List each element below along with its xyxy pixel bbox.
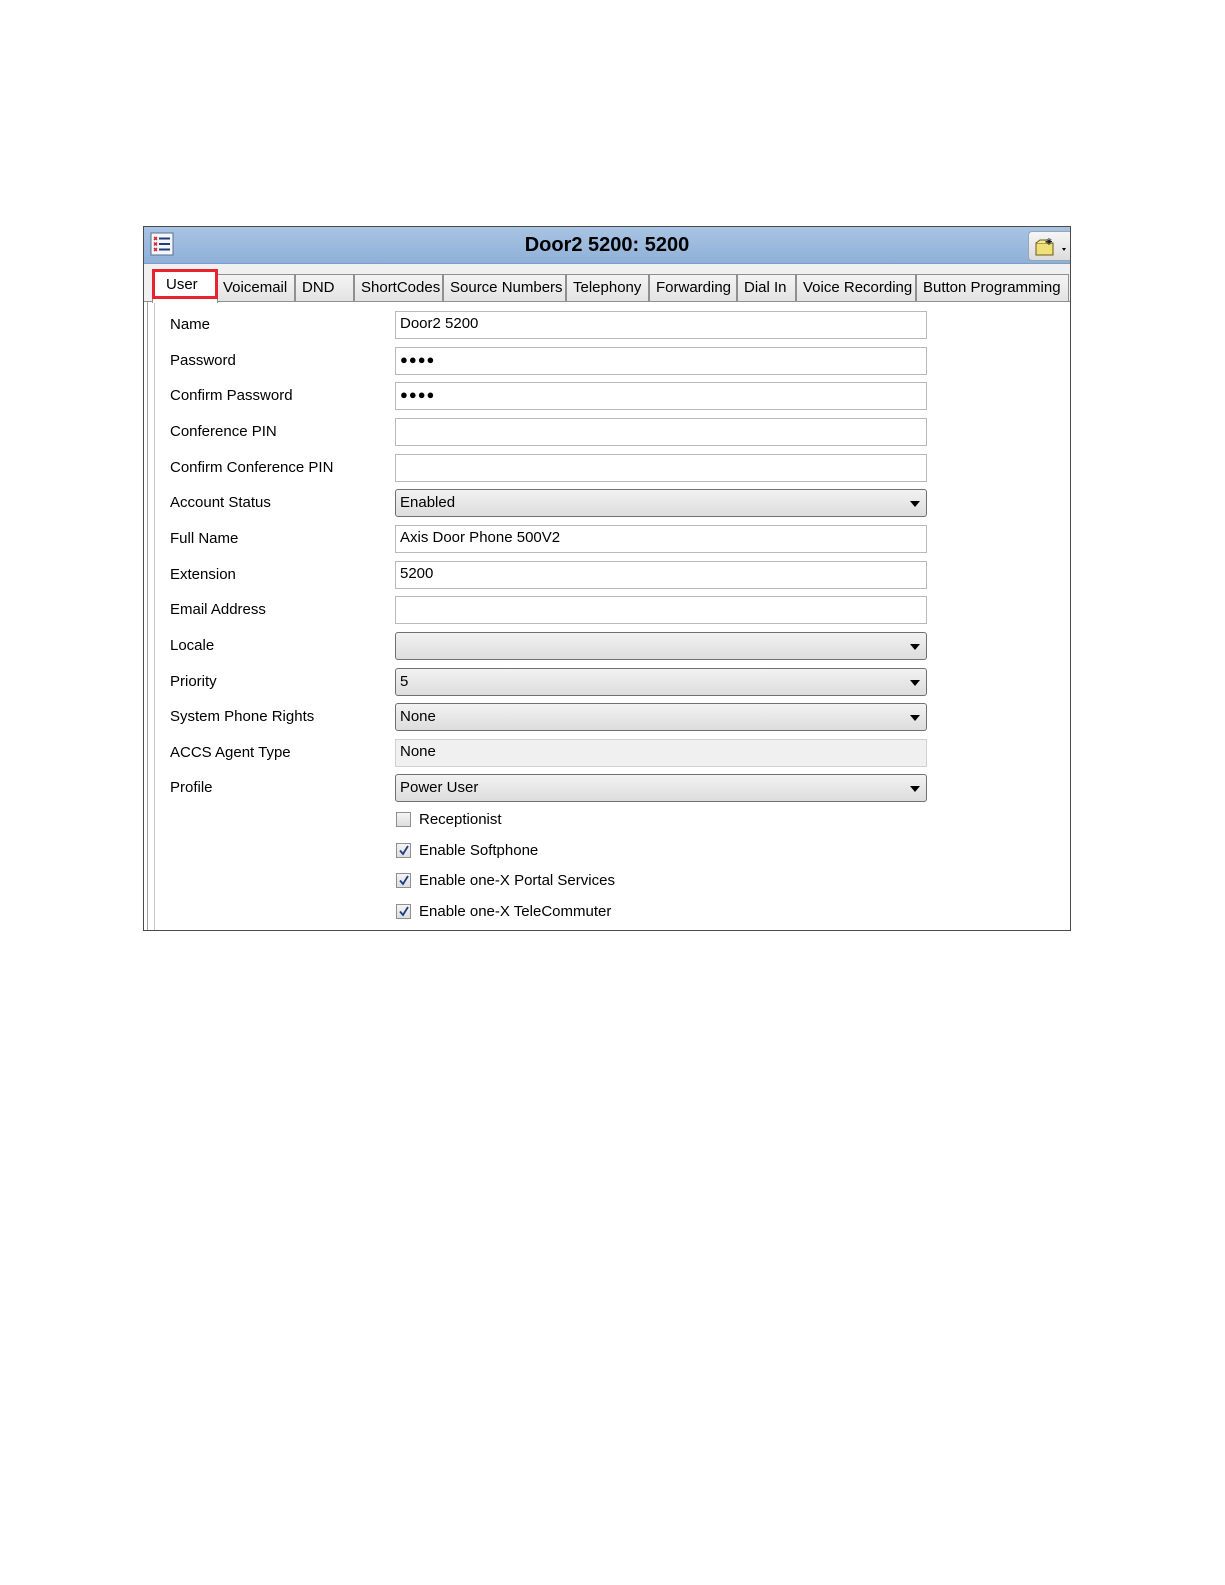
enable-one-x-telecommuter-option[interactable] [395, 900, 795, 924]
tab-user[interactable]: User [152, 270, 218, 303]
dropdown-arrow-icon [910, 680, 920, 686]
password-field[interactable]: ●●●● [395, 347, 927, 375]
confirm-password-field[interactable]: ●●●● [395, 382, 927, 410]
window-title: Door2 5200: 5200 [524, 234, 690, 256]
tab-dial-in[interactable]: Dial In [737, 274, 796, 301]
enable-softphone-label: Enable Softphone [419, 842, 539, 859]
locale-select[interactable] [395, 632, 927, 660]
folder-star-icon [1034, 236, 1068, 258]
priority-label: Priority [170, 673, 217, 690]
system-phone-rights-label: System Phone Rights [170, 708, 315, 725]
enable-one-x-portal-label: Enable one-X Portal Services [419, 872, 615, 889]
tab-forwarding[interactable]: Forwarding [649, 274, 737, 301]
system-phone-rights-value: None [400, 708, 436, 725]
email-address-field[interactable] [395, 596, 927, 624]
accs-agent-type-label: ACCS Agent Type [170, 744, 291, 761]
title-action-button[interactable] [1028, 231, 1070, 261]
full-name-field[interactable]: Axis Door Phone 500V2 [395, 525, 927, 553]
profile-label: Profile [170, 779, 213, 796]
email-address-label: Email Address [170, 601, 266, 618]
profile-value: Power User [400, 779, 479, 796]
extension-label: Extension [170, 566, 236, 583]
dropdown-arrow-icon [910, 786, 920, 792]
enable-one-x-portal-option[interactable] [395, 869, 795, 893]
dropdown-arrow-icon [910, 501, 920, 507]
accs-agent-type-row [144, 738, 1070, 768]
conference-pin-row [144, 417, 1070, 447]
confirm-conference-pin-row [144, 453, 1070, 483]
confirm-conference-pin-field[interactable] [395, 454, 927, 482]
title-bar [144, 227, 1070, 264]
enable-one-x-telecommuter-label: Enable one-X TeleCommuter [419, 903, 612, 920]
receptionist-label: Receptionist [419, 811, 502, 828]
system-phone-rights-row [144, 702, 1070, 732]
name-label: Name [170, 316, 211, 333]
conference-pin-label: Conference PIN [170, 423, 277, 440]
enable-one-x-portal-checkbox[interactable] [396, 873, 411, 888]
conference-pin-field[interactable] [395, 418, 927, 446]
dropdown-arrow-icon [910, 715, 920, 721]
name-field[interactable]: Door2 5200 [395, 311, 927, 339]
password-row [144, 346, 1070, 376]
priority-row [144, 667, 1070, 697]
locale-row [144, 631, 1070, 661]
extension-field[interactable]: 5200 [395, 561, 927, 589]
extension-row [144, 560, 1070, 590]
enable-softphone-checkbox[interactable] [396, 843, 411, 858]
account-status-label: Account Status [170, 494, 271, 511]
account-status-value: Enabled [400, 494, 456, 511]
profile-select[interactable] [395, 774, 927, 802]
profile-row [144, 773, 1070, 803]
checkmark-icon [398, 844, 410, 857]
checkmark-icon [398, 874, 410, 887]
enable-softphone-option[interactable] [395, 839, 795, 863]
full-name-label: Full Name [170, 530, 239, 547]
user-tab-highlight [152, 269, 218, 299]
confirm-password-row [144, 381, 1070, 411]
enable-one-x-telecommuter-checkbox[interactable] [396, 904, 411, 919]
user-settings-window [143, 226, 1071, 931]
dropdown-arrow-icon [910, 644, 920, 650]
user-form [144, 302, 1070, 931]
tab-source-numbers[interactable]: Source Numbers [443, 274, 566, 301]
full-name-row [144, 524, 1070, 554]
system-phone-rights-select[interactable] [395, 703, 927, 731]
confirm-password-label: Confirm Password [170, 387, 293, 404]
tab-button-programming[interactable]: Button Programming [916, 274, 1069, 301]
tab-voice-recording[interactable]: Voice Recording [796, 274, 916, 301]
locale-label: Locale [170, 637, 215, 654]
receptionist-checkbox[interactable] [396, 812, 411, 827]
email-address-row [144, 595, 1070, 625]
name-row [144, 310, 1070, 340]
tab-voicemail[interactable]: Voicemail [216, 274, 295, 301]
confirm-conference-pin-label: Confirm Conference PIN [170, 459, 334, 476]
checkmark-icon [398, 905, 410, 918]
account-status-row [144, 488, 1070, 518]
priority-select[interactable] [395, 668, 927, 696]
accs-agent-type-field: None [395, 739, 927, 767]
tab-dnd[interactable]: DND [295, 274, 354, 301]
receptionist-option[interactable] [395, 808, 795, 832]
password-label: Password [170, 352, 236, 369]
tab-telephony[interactable]: Telephony [566, 274, 649, 301]
tab-shortcodes[interactable]: ShortCodes [354, 274, 443, 301]
priority-value: 5 [400, 673, 409, 690]
account-status-select[interactable] [395, 489, 927, 517]
